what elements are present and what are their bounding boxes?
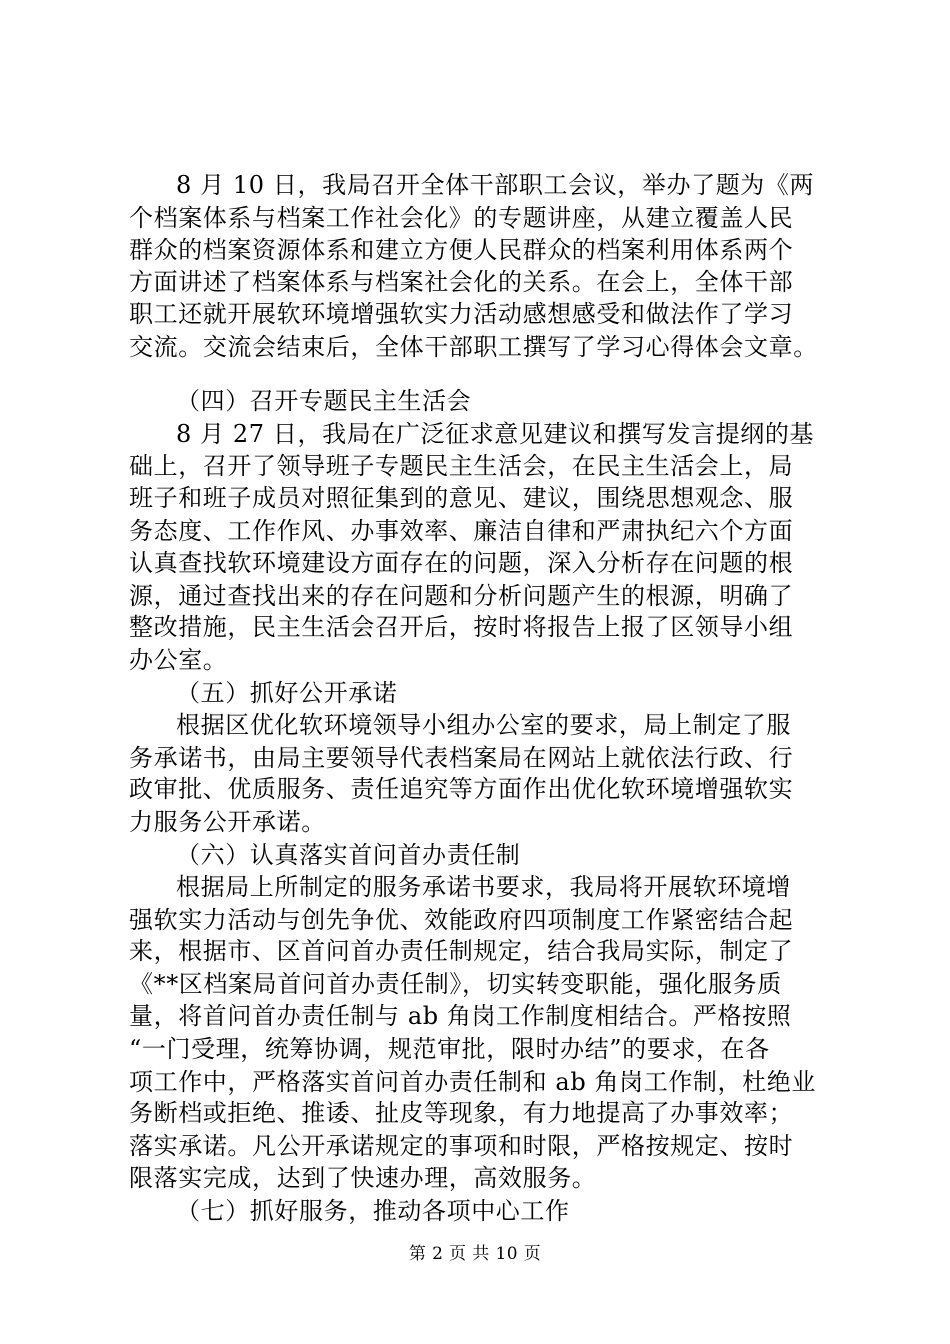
paragraph-line: 职工还就开展软环境增强软实力活动感想感受和做法作了学习 (129, 300, 794, 328)
paragraph-line: “一门受理，统筹协调，规范审批，限时办结”的要求，在各 (129, 1035, 770, 1063)
paragraph-line: 力服务公开承诺。 (129, 808, 326, 836)
paragraph-line: 8 月 27 日，我局在广泛征求意见建议和撰写发言提纲的基 (176, 420, 815, 448)
paragraph-line: 根据局上所制定的服务承诺书要求，我局将开展软环境增 (176, 873, 791, 901)
paragraph-line: 班子和班子成员对照征集到的意见、建议，围绕思想观念、服 (129, 484, 794, 512)
paragraph-line: 源，通过查找出来的存在问题和分析问题产生的根源，明确了 (129, 582, 794, 610)
page-footer: 第 2 页 共 10 页 (408, 1244, 542, 1264)
section-heading: （五）抓好公开承诺 (176, 679, 398, 707)
paragraph-line: 务态度、工作作风、办事效率、廉洁自律和严肃执纪六个方面 (129, 517, 794, 545)
paragraph-line: 务断档或拒绝、推诿、扯皮等现象，有力地提高了办事效率； (129, 1099, 794, 1127)
paragraph-line: 办公室。 (129, 646, 228, 674)
paragraph-line: 个档案体系与档案工作社会化》的专题讲座，从建立覆盖人民 (129, 204, 794, 232)
paragraph-line: 限落实完成，达到了快速办理，高效服务。 (129, 1164, 597, 1192)
paragraph-line: 务承诺书，由局主要领导代表档案局在网站上就依法行政、行 (129, 744, 794, 772)
paragraph-line: 强软实力活动与创先争优、效能政府四项制度工作紧密结合起 (129, 906, 794, 934)
paragraph-line: 落实承诺。凡公开承诺规定的事项和时限，严格按规定、按时 (129, 1132, 794, 1160)
paragraph-line: 根据区优化软环境领导小组办公室的要求，局上制定了服 (176, 711, 791, 739)
paragraph-line: 量，将首问首办责任制与 ab 角岗工作制度相结合。严格按照 (129, 1002, 792, 1030)
section-heading: （七）抓好服务，推动各项中心工作 (176, 1197, 570, 1225)
paragraph-line: 8 月 10 日，我局召开全体干部职工会议，举办了题为《两 (176, 171, 815, 199)
paragraph-line: 群众的档案资源体系和建立方便人民群众的档案利用体系两个 (129, 236, 794, 264)
section-heading: （六）认真落实首问首办责任制 (176, 841, 521, 869)
paragraph-line: 《**区档案局首问首办责任制》，切实转变职能，强化服务质 (129, 970, 782, 998)
paragraph-line: 方面讲述了档案体系与档案社会化的关系。在会上，全体干部 (129, 268, 794, 296)
paragraph-line: 政审批、优质服务、责任追究等方面作出优化软环境增强软实 (129, 775, 794, 803)
section-heading: （四）召开专题民主生活会 (176, 387, 472, 415)
paragraph-line: 来，根据市、区首问首办责任制规定，结合我局实际，制定了 (129, 937, 794, 965)
paragraph-line: 础上，召开了领导班子专题民主生活会，在民主生活会上，局 (129, 452, 794, 480)
paragraph-line: 交流。交流会结束后，全体干部职工撰写了学习心得体会文章。 (129, 333, 818, 361)
paragraph-line: 认真查找软环境建设方面存在的问题，深入分析存在问题的根 (129, 549, 794, 577)
paragraph-line: 项工作中，严格落实首问首办责任制和 ab 角岗工作制，杜绝业 (129, 1068, 816, 1096)
paragraph-line: 整改措施，民主生活会召开后，按时将报告上报了区领导小组 (129, 613, 794, 641)
